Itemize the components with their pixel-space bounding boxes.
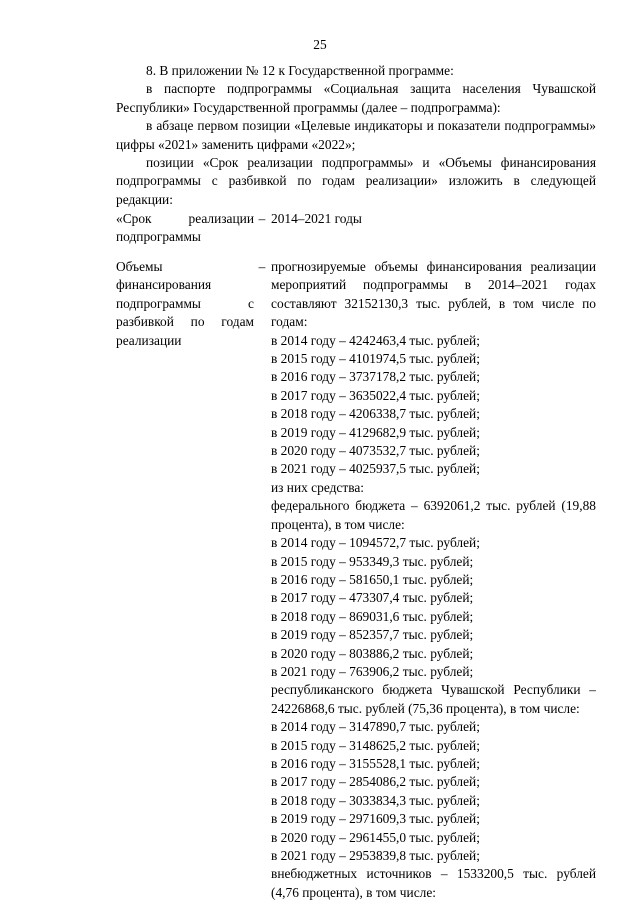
intro-indicators-paragraph: в абзаце первом позиции «Целевые индикаторы и показатели подпрограммы» цифры «2021» заменить цифрами «2022»; [116,118,596,152]
funding-republican-paragraph: республиканского бюджета Чувашской Республики – 24226868,6 тыс. рублей (75,36 процента), в том числе: [271,682,596,716]
intro-passport-paragraph: в паспорте подпрограммы «Социальная защита населения Чувашской Республики» Государственной программы (далее – подпрограмма): [116,81,596,115]
funding-line: в 2017 году – 473307,4 тыс. рублей; [271,590,474,606]
funding-line: в 2020 году – 2961455,0 тыс. рублей; [271,829,480,845]
funding-line: в 2014 году – 3147890,7 тыс. рублей; [271,719,480,735]
page-number: 25 [313,37,327,52]
funding-line: в 2020 году – 803886,2 тыс. рублей; [271,645,474,661]
funding-line: в 2016 году – 3737178,2 тыс. рублей; [271,369,480,385]
position-term-label: «Срок реализации подпрограммы [116,211,254,245]
position-funding-value [271,258,596,902]
funding-line: в 2019 году – 2971609,3 тыс. рублей; [271,811,480,827]
funding-line: в 2017 году – 3635022,4 тыс. рублей; [271,387,480,403]
funding-total-paragraph: прогнозируемые объемы финансирования реализации мероприятий подпрограммы в 2014–2021 годах составляют 32152130,3 тыс. рублей, в том числе по годам: [271,259,596,330]
funding-line: в 2015 году – 953349,3 тыс. рублей; [271,553,474,569]
intro-item-heading: 8. В приложении № 12 к Государственной программе: [146,63,454,78]
funding-line: в 2021 году – 2953839,8 тыс. рублей; [271,848,480,863]
intro-positions-paragraph: позиции «Срок реализации подпрограммы» и «Объемы финансирования подпрограммы с разбивкой по годам реализации» изложить в следующей редакции: [116,155,596,207]
funding-line: в 2014 году – 4242463,4 тыс. рублей; [271,332,480,348]
funding-line: в 2021 году – 4025937,5 тыс. рублей; [271,461,480,477]
funding-line: в 2018 году – 869031,6 тыс. рублей; [271,608,474,624]
funding-line: в 2019 году – 4129682,9 тыс. рублей; [271,424,480,440]
position-funding-dash: – [258,259,266,274]
funding-federal-paragraph: федерального бюджета – 6392061,2 тыс. рублей (19,88 процента), в том числе: [271,498,596,532]
funding-line: в 2019 году – 852357,7 тыс. рублей; [271,627,474,643]
position-term-value: 2014–2021 годы [271,211,362,226]
funding-extrabudgetary-paragraph: внебюджетных источников – 1533200,5 тыс. рублей (4,76 процента), в том числе: [271,866,596,900]
funding-line: в 2018 году – 4206338,7 тыс. рублей; [271,406,480,422]
funding-line: в 2016 году – 3155528,1 тыс. рублей; [271,755,480,771]
position-funding-label: Объемы финансирования подпрограммы с разбивкой по годам реализации [116,259,254,348]
intro-text [116,62,596,209]
position-term-dash: – [258,211,266,226]
funding-line: в 2015 году – 3148625,2 тыс. рублей; [271,737,480,753]
funding-line: в 2020 году – 4073532,7 тыс. рублей; [271,443,480,459]
funding-line: в 2014 году – 1094572,7 тыс. рублей; [271,535,480,551]
funding-line: в 2017 году – 2854086,2 тыс. рублей; [271,774,480,790]
funding-sources-heading: из них средства: [271,479,365,495]
funding-line: в 2016 году – 581650,1 тыс. рублей; [271,571,474,587]
funding-line: в 2021 году – 763906,2 тыс. рублей; [271,663,474,679]
funding-line: в 2015 году – 4101974,5 тыс. рублей; [271,351,480,367]
funding-line: в 2018 году – 3033834,3 тыс. рублей; [271,792,480,808]
